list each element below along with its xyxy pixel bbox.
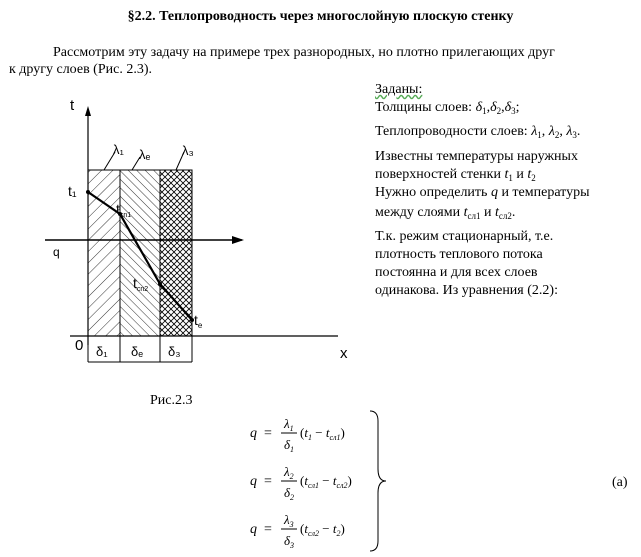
known-line-1: Известны температуры наружных — [375, 149, 578, 164]
svg-text:λ2: $\lambda_2$ — [284, 464, 294, 481]
intro-line-1: Рассмотрим эту задачу на примере трех разнородных, но плотно прилегающих друг — [53, 45, 555, 60]
layer-2 — [120, 170, 160, 336]
tcn2-label: $t_{cn2}$ — [133, 275, 149, 293]
delta3-label: δ₃ — [168, 344, 181, 359]
t-axis-arrow — [85, 106, 91, 116]
t1-label: t₁ — [68, 183, 77, 199]
section-heading: §2.2. Теплопроводность через многослойную плоскую стенку — [127, 9, 514, 24]
svg-text:=: = — [264, 426, 272, 441]
system-brace — [370, 411, 386, 551]
stationary-line-1: Т.к. режим стационарный, т.е. — [375, 229, 554, 244]
svg-text:(t1 − tсл1): $(t_1 - t_{сл1})$ — [300, 425, 345, 442]
equation-label: (a) — [612, 475, 628, 490]
axis-q-label: q — [53, 245, 60, 259]
equation-row-1 — [250, 416, 345, 454]
lambda1-label: λ₁ — [113, 142, 124, 157]
axis-x-label: x — [340, 345, 348, 362]
lambda2-label: λₑ — [139, 147, 151, 162]
equation-row-3 — [250, 512, 345, 550]
t2-label: $t_e$ — [194, 312, 203, 330]
svg-text:λ3: $\lambda_3$ — [284, 512, 294, 529]
svg-text:(tсл2 − t2): $(t_{сл2} - t_2)$ — [300, 521, 345, 538]
svg-text:(tсл1 − tсл2): $(t_{сл1} - t_{сл2})$ — [300, 473, 352, 490]
svg-text:δ1: $\delta_1$ — [284, 437, 295, 454]
delta2-label: δₑ — [131, 344, 144, 359]
svg-text:q: q — [250, 474, 257, 489]
svg-text:=: = — [264, 474, 272, 489]
find-line-2: между слоями $t_{сл1}$ и $t_{сл2}$. — [375, 205, 516, 221]
tcn1-label: $t_{cn1}$ — [116, 201, 132, 219]
stationary-line-3: постоянна и для всех слоев — [375, 265, 538, 280]
conductivity-line: Теплопроводности слоев: $\lambda_1$, $\lambda_2$, $\lambda_3$. — [375, 124, 581, 140]
equation-row-2 — [250, 464, 352, 502]
find-line-1: Нужно определить q и температуры — [375, 185, 590, 200]
origin-label: 0 — [75, 337, 84, 354]
lambda3-label: λ₃ — [182, 143, 194, 158]
figure-caption: Рис.2.3 — [150, 393, 193, 408]
svg-text:δ3: $\delta_3$ — [284, 533, 295, 550]
svg-text:q: q — [250, 426, 257, 441]
wall-figure — [0, 0, 370, 400]
stationary-line-2: плотность теплового потока — [375, 247, 543, 262]
equation-system — [230, 405, 400, 555]
given-title: Заданы: — [375, 82, 423, 97]
layer-3 — [160, 170, 192, 336]
q-arrow-head — [232, 236, 244, 244]
delta1-label: δ₁ — [96, 344, 108, 359]
stationary-line-4: одинакова. Из уравнения (2.2): — [375, 283, 558, 298]
axis-t-label: t — [70, 97, 75, 114]
svg-text:q: q — [250, 522, 257, 537]
known-line-2: поверхностей стенки $t_1$ и $t_2$ — [375, 167, 536, 183]
intro-line-2: к другу слоев (Рис. 2.3). — [9, 62, 152, 77]
thickness-line: Толщины слоев: $\delta_1,\delta_2,\delta_3$; — [375, 100, 520, 116]
svg-text:λ1: $\lambda_1$ — [284, 416, 294, 433]
svg-text:=: = — [264, 522, 272, 537]
svg-text:δ2: $\delta_2$ — [284, 485, 295, 502]
